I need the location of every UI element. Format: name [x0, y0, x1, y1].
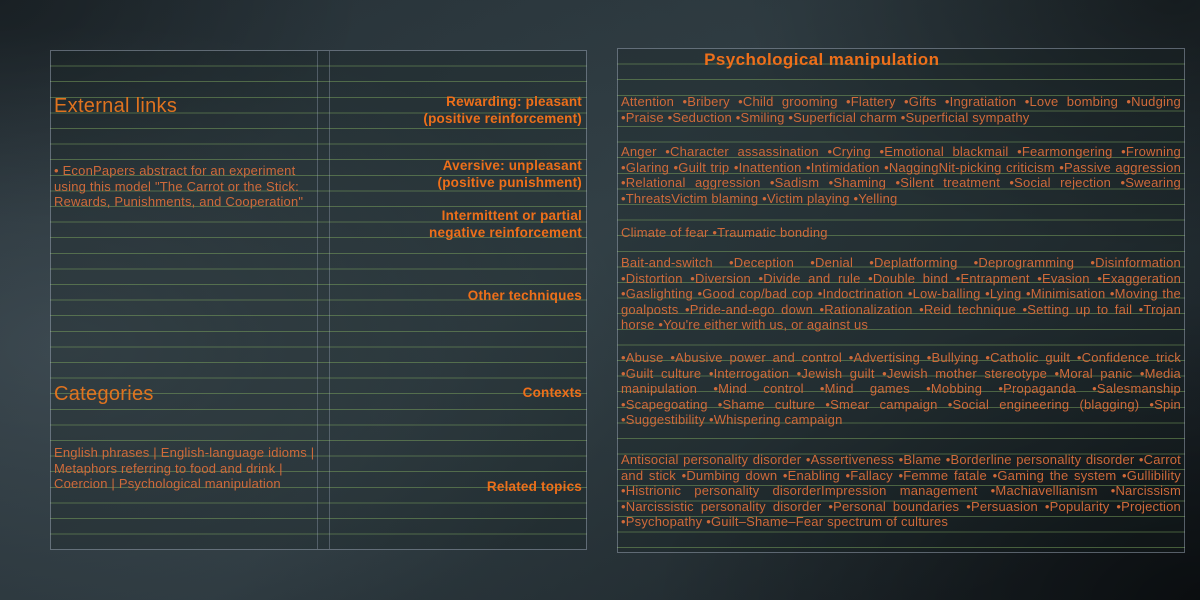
navbox-group-label-aversive: Aversive: unpleasant (positive punishment) [437, 158, 582, 190]
navbox-group-label-related-topics: Related topics [486, 479, 582, 494]
navbox-title: Psychological manipulation [704, 50, 940, 69]
navbox-row-positive-reinforcement[interactable]: Attention •Bribery •Child grooming •Flattery •Gifts •Ingratiation •Love bombing •Nudging •Praise •Seduction •Smiling •Superficial charm •Superficial sympathy [621, 94, 1181, 125]
navbox-group-label-intermittent: Intermittent or partial negative reinforcement [429, 208, 582, 240]
left-page [50, 50, 587, 550]
navbox-group-label-rewarding: Rewarding: pleasant (positive reinforcement) [423, 94, 582, 126]
navbox-group-label-other-techniques: Other techniques [467, 288, 582, 303]
external-links-heading: External links [54, 95, 178, 117]
external-link-item[interactable]: • EconPapers abstract for an experiment using this model "The Carrot or the Stick: Rewards, Punishments, and Cooperation" [54, 163, 304, 210]
categories-heading: Categories [54, 383, 154, 405]
navbox-row-related-topics[interactable]: Antisocial personality disorder •Assertiveness •Blame •Borderline personality disorder •Carrot and stick •Dumbing down •Enabling •Fallacy •Femme fatale •Gaming the system •Gullibility •Histrionic personality disorderImpression management •Machiavellianism •Narcissism •Narcissistic personality disorder •Personal boundaries •Persuasion •Popularity •Projection •Psychopathy •Guilt–Shame–Fear spectrum of cultures [621, 452, 1181, 530]
right-page [617, 48, 1185, 553]
navbox-group-label-contexts: Contexts [522, 385, 582, 400]
navbox-row-contexts[interactable]: •Abuse •Abusive power and control •Advertising •Bullying •Catholic guilt •Confidence trick •Guilt culture •Interrogation •Jewish guilt •Jewish mother stereotype •Moral panic •Media manipulation •Mind control •Mind games •Mobbing •Propaganda •Salesmanship •Scapegoating •Shame culture •Smear campaign •Social engineering (blagging) •Spin •Suggestibility •Whispering campaign [621, 350, 1181, 428]
navbox-row-other-techniques[interactable]: Bait-and-switch •Deception •Denial •Deplatforming •Deprogramming •Disinformation •Distortion •Diversion •Divide and rule •Double bind •Entrapment •Evasion •Exaggeration •Gaslighting •Good cop/bad cop •Indoctrination •Low-balling •Lying •Minimisation •Moving the goalposts •Pride-and-ego down •Rationalization •Reid technique •Setting up to fail •Trojan horse •You're either with us, or against us [621, 255, 1181, 333]
category-links[interactable]: English phrases | English-language idioms | Metaphors referring to food and drink | Coercion | Psychological manipulation [54, 445, 315, 492]
navbox-row-positive-punishment[interactable]: Anger •Character assassination •Crying •Emotional blackmail •Fearmongering •Frowning •Glaring •Guilt trip •Inattention •Intimidation •NaggingNit-picking criticism •Passive aggression •Relational aggression •Sadism •Shaming •Silent treatment •Social rejection •Swearing •ThreatsVictim blaming •Victim playing •Yelling [621, 144, 1181, 206]
navbox-row-intermittent-reinforcement[interactable]: Climate of fear •Traumatic bonding [621, 225, 828, 240]
